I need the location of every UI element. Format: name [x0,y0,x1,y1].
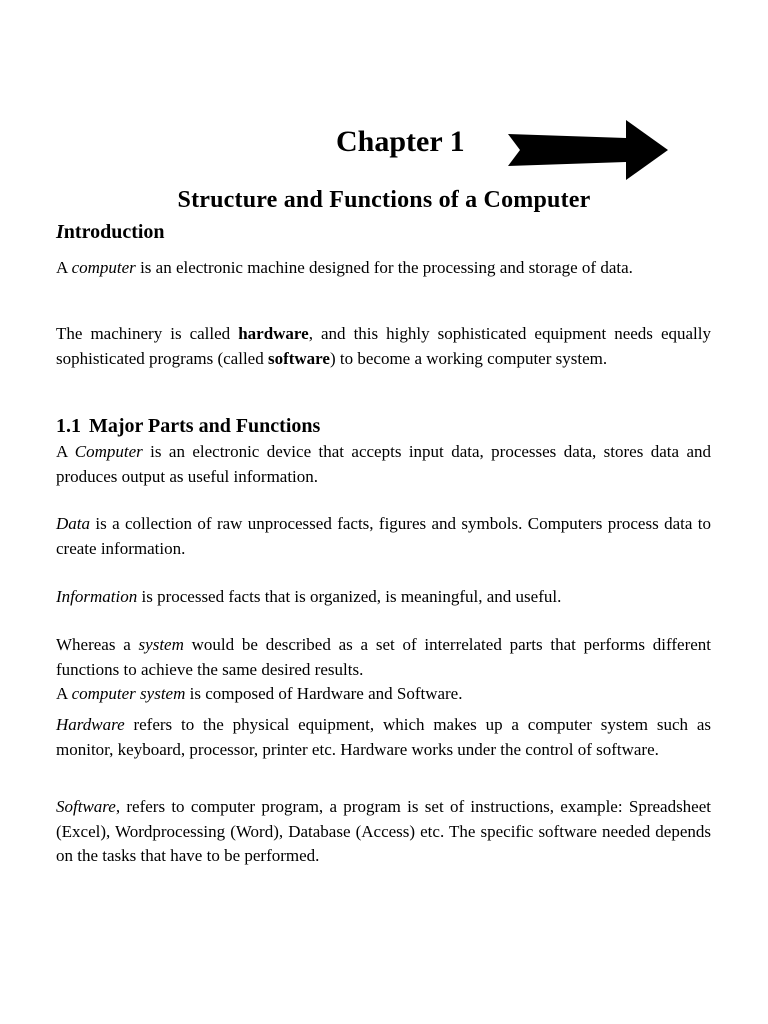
text-run: ) to become a working computer system. [329,348,608,368]
section-title: Major Parts and Functions [89,415,321,437]
text-run: would be described as a set of interrelated parts that performs different functions to achieve the same desired results. [56,635,711,679]
system-definition-paragraph [56,633,711,707]
right-arrow-icon [506,120,670,180]
emphasis-information: Information [56,587,138,606]
hardware-definition-paragraph [56,713,711,762]
text-run: A [56,442,75,461]
software-definition-paragraph [56,795,711,869]
bold-hardware: hardware [238,324,309,343]
bold-software: software [267,348,330,368]
computer-definition-paragraph [56,440,711,489]
emphasis-software: Software [56,797,116,816]
text-run: Whereas a [56,635,139,654]
emphasis-computer-system: computer system [71,684,186,703]
emphasis-computer: Computer [74,442,143,461]
introduction-heading [56,218,165,246]
introduction-heading-initial: I [56,221,64,243]
data-definition-paragraph [56,512,711,561]
intro-paragraph-1 [56,256,711,281]
section-number: 1.1 [56,415,81,437]
emphasis-data: Data [56,514,90,533]
introduction-heading-rest: ntroduction [63,221,165,243]
text-run: A [56,258,72,277]
text-run: A [56,684,72,703]
section-heading [56,412,320,440]
text-run: is a collection of raw unprocessed facts, figures and symbols. Computers process data to create information. [56,514,711,558]
document-title: Structure and Functions of a Computer [177,187,591,213]
text-run: The machinery is called [56,324,239,343]
chapter-label: Chapter 1 [336,125,465,158]
emphasis-system: system [138,635,184,654]
text-run: is composed of Hardware and Software. [185,684,463,703]
emphasis-hardware: Hardware [56,715,125,734]
text-run: , and this highly sophisticated equipment needs equally sophisticated programs (called [56,324,711,368]
text-run: is an electronic machine designed for the processing and storage of data. [135,258,633,277]
information-definition-paragraph [56,585,711,610]
emphasis-computer: computer [71,258,136,277]
text-run: is an electronic device that accepts input data, processes data, stores data and produces output as useful information. [56,442,711,486]
text-run: , refers to computer program, a program is set of instructions, example: Spreadsheet (Excel), Wordprocessing (Word), Database (Access) etc. The specific software needed depends on the tasks that have to be performed. [56,797,711,865]
text-run: is processed facts that is organized, is meaningful, and useful. [137,587,562,606]
text-run: refers to the physical equipment, which makes up a computer system such as monitor, keyboard, processor, printer etc. Hardware works under the control of software. [56,715,711,759]
intro-paragraph-2 [56,322,711,371]
